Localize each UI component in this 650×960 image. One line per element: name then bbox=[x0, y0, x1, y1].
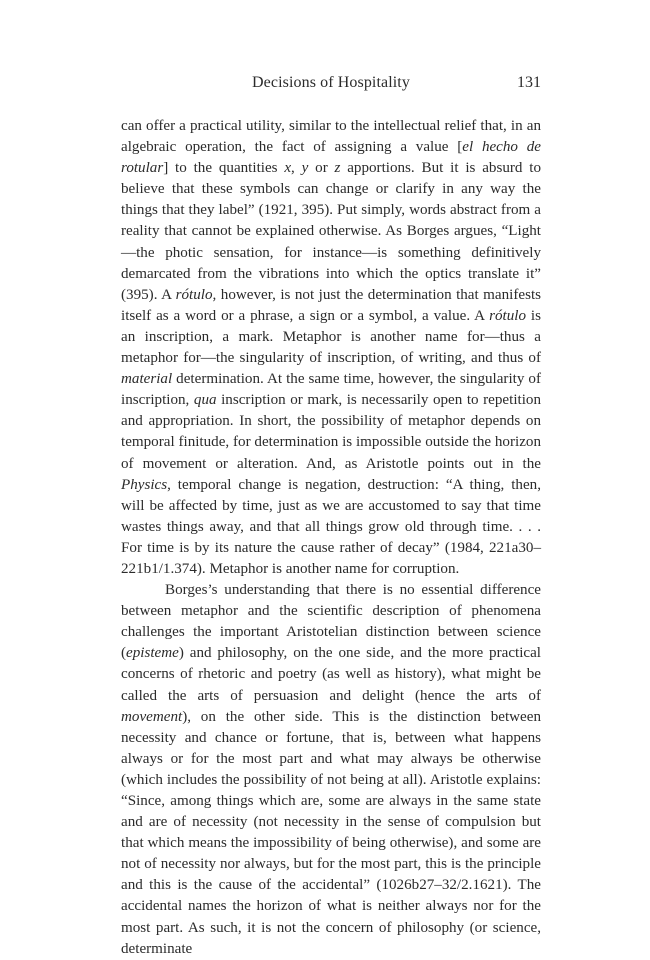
italic-text: movement bbox=[121, 708, 183, 725]
running-title: Decisions of Hospitality bbox=[252, 74, 410, 91]
text-run: , temporal change is negation, destruction: “A thing, then, will be affected by time, just as we are accustomed to say that time wastes things away, and that all things grow old through time. . . . For time is by its nature the cause rather of decay” (1984, 221a30–221b1/1.374). Metaphor is another name for corruption. bbox=[121, 476, 541, 577]
italic-text: el hecho de rotular bbox=[121, 139, 541, 177]
text-run: is an inscription, a mark. Metaphor is another name for—thus a metaphor for—the singularity of inscription, of writing, and thus of bbox=[121, 307, 541, 367]
body-text bbox=[121, 116, 541, 960]
page-number: 131 bbox=[517, 74, 541, 91]
text-run: or bbox=[308, 160, 335, 177]
text-run: ] to the quantities bbox=[163, 160, 285, 177]
italic-text: material bbox=[121, 371, 173, 388]
italic-text: y bbox=[301, 160, 309, 177]
italic-text: rótulo, bbox=[175, 286, 217, 303]
text-run: ) and philosophy, on the one side, and the more practical concerns of rhetoric and poetry (as well as history), what might be called the arts of persuasion and delight (hence the arts of bbox=[121, 645, 541, 704]
text-run: inscription or mark, is necessarily open to repetition and appropriation. In short, the possibility of metaphor depends on temporal finitude, for determination is impossible outside the horizon of movement or alteration. And, as Aristotle points out in the bbox=[121, 392, 542, 472]
text-run: can offer a practical utility, similar to the intellectual relief that, in an algebraic operation, the fact of assigning a value [ bbox=[121, 118, 541, 156]
italic-text: Physics bbox=[121, 476, 168, 493]
text-run: Borges’s understanding that there is no essential difference between metaphor and the scientific description of phenomena challenges the important Aristotelian distinction between science ( bbox=[121, 582, 541, 662]
text-run: apportions. But it is absurd to believe that these symbols can change or clarify in any way the things that they label” (1921, 395). Put simply, words abstract from a reality that cannot be explained otherwise. As Borges argues, “Light—the photic sensation, for instance—is something definitively demarcated from the vibrations into which the optics translate it” (395). A bbox=[121, 160, 541, 303]
italic-text: qua bbox=[193, 392, 217, 409]
italic-text: z bbox=[334, 160, 341, 177]
text-run: ), on the other side. This is the distinction between necessity and chance or fortune, that is, between what happens always or for the most part and what may always be otherwise (which includes the possibility of not being at all). Aristotle explains: “Since, among things which are, some are always in the same state and are of necessity (not necessity in the sense of compulsion but that which means the impossibility of being otherwise), and some are not of necessity nor always, but for the most part, this is the principle and this is the cause of the accidental” (1026b27–32/2.1621). The accidental names the horizon of what is neither always nor for the most part. As such, it is not the concern of philosophy (or science, determinate bbox=[121, 708, 541, 957]
text-run: determination. At the same time, however, the singularity of inscription, bbox=[121, 371, 541, 409]
paragraph bbox=[121, 116, 541, 580]
italic-text: x bbox=[284, 160, 292, 177]
text-run: , bbox=[291, 160, 302, 177]
text-run: however, is not just the determination that manifests itself as a word or a phrase, a sign or a symbol, a value. A bbox=[121, 286, 542, 324]
running-head bbox=[121, 74, 541, 98]
italic-text: rótulo bbox=[489, 307, 527, 324]
italic-text: episteme bbox=[126, 645, 179, 662]
